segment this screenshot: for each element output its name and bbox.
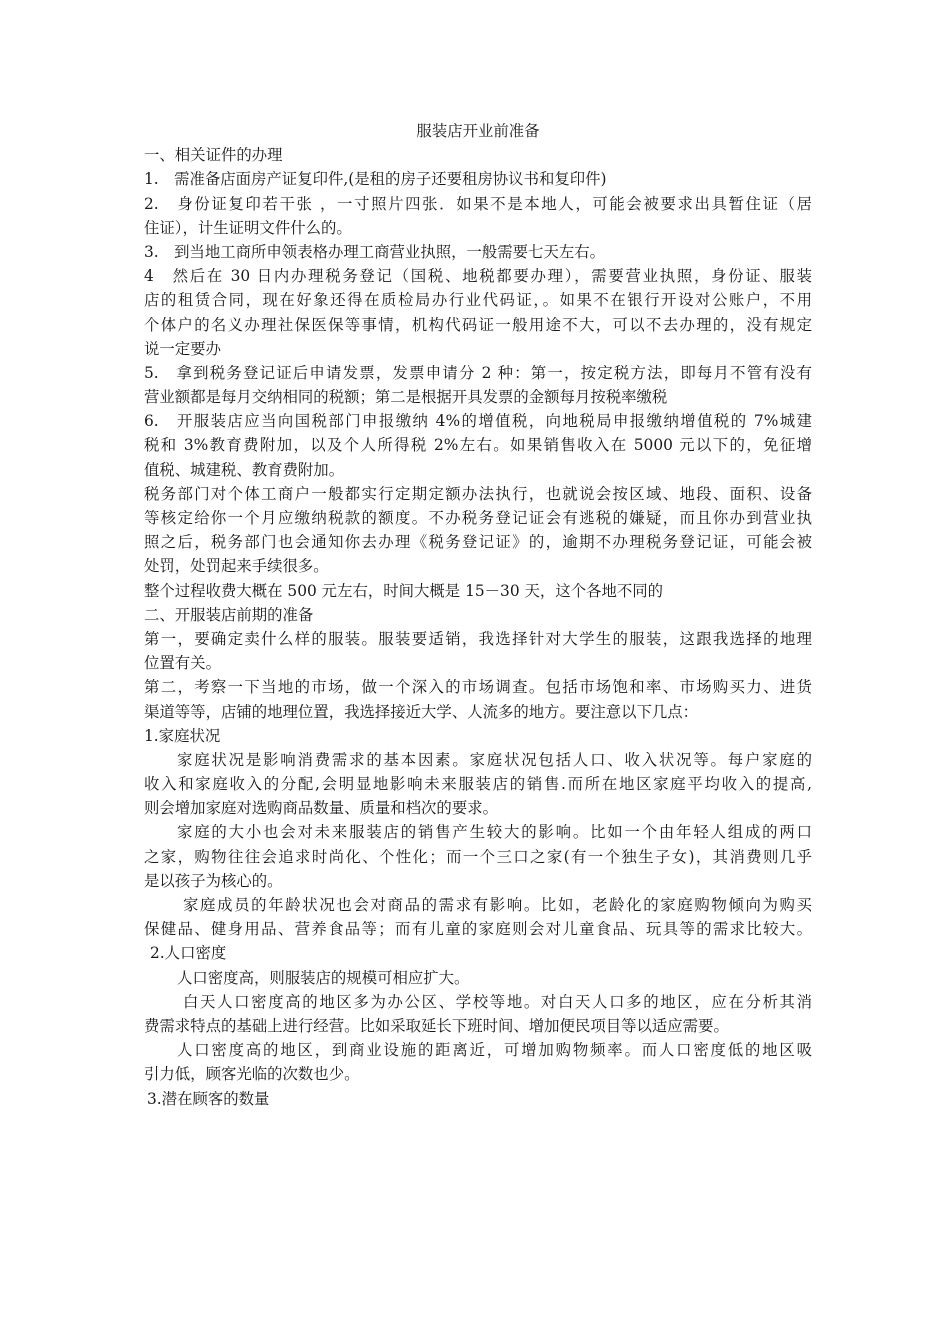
subsection-heading: 1.家庭状况 — [144, 726, 221, 745]
list-item: 3. 到当地工商所申领表格办理工商营业执照，一般需要七天左右。 — [144, 242, 606, 261]
document-title: 服装店开业前准备 — [416, 122, 540, 140]
text-line: 位置有关。 — [144, 654, 221, 673]
text-line: 住证），计生证明文件什么的。 — [144, 218, 352, 237]
text-line: 之家，购物往往会追求时尚化、个性化；而一个三口之家(有一个独生子女)，其消费则几乎 — [144, 847, 812, 866]
text-line: 保健品、健身用品、营养食品等；而有儿童的家庭则会对儿童食品、玩具等的需求比较大。 — [144, 920, 812, 939]
text-line: 等核定给你一个月应缴纳税款的额度。不办税务登记证会有逃税的嫌疑，而且你办到营业执 — [144, 509, 812, 527]
section-heading: 二、开服装店前期的准备 — [144, 605, 314, 624]
text-line: 值税、城建税、教育费附加。 — [144, 460, 345, 479]
text-line: 渠道等等，店铺的地理位置，我选择接近大学、人流多的地方。要注意以下几点： — [144, 702, 699, 721]
text-line: 店的租赁合同，现在好象还得在质检局办行业代码证，。如果不在银行开设对公账户，不用 — [144, 291, 812, 310]
text-line: 说一定要办 — [144, 339, 221, 358]
list-item: 6. 开服装店应当向国税部门申报缴纳 4%的增值税，向地税局申报缴纳增值税的 7%城建 — [144, 412, 812, 431]
text-line: 则会增加家庭对选购商品数量、质量和档次的要求。 — [144, 799, 498, 818]
paragraph-start: 家庭状况是影响消费需求的基本因素。家庭状况包括人口、收入状况等。每户家庭的 — [177, 750, 812, 769]
document-body — [144, 119, 812, 1111]
text-line: 个体户的名义办理社保医保等事情，机构代码证一般用途不大，可以不去办理的，没有规定 — [144, 315, 812, 334]
paragraph-start: 家庭成员的年龄状况也会对商品的需求有影响。比如，老龄化的家庭购物倾向为购买 — [183, 896, 812, 914]
subsection-heading: 3.潜在顾客的数量 — [147, 1089, 270, 1108]
text-line: 费需求特点的基础上进行经营。比如采取延长下班时间、增加便民项目等以适应需要。 — [144, 1016, 729, 1035]
text-line: 照之后，税务部门也会通知你去办理《税务登记证》的，逾期不办理税务登记证，可能会被 — [144, 533, 812, 552]
text-line: 税务部门对个体工商户一般都实行定期定额办法执行，也就说会按区域、地段、面积、设备 — [144, 484, 812, 503]
text-line: 营业额都是每月交纳相同的税额；第二是根据开具发票的金额每月按税率缴税 — [144, 388, 668, 407]
section-heading: 一、相关证件的办理 — [144, 146, 283, 165]
paragraph-start: 白天人口密度高的地区多为办公区、学校等地。对白天人口多的地区，应在分析其消 — [183, 992, 812, 1011]
list-item: 4 然后在 30 日内办理税务登记（国税、地税都要办理），需要营业执照，身份证、服装 — [144, 267, 812, 286]
text-line: 整个过程收费大概在 500 元左右，时间大概是 15－30 天，这个各地不同的 — [144, 581, 664, 600]
text-line: 是以孩子为核心的。 — [144, 871, 283, 890]
paragraph-start: 人口密度高的地区，到商业设施的距离近，可增加购物频率。而人口密度低的地区吸 — [177, 1041, 812, 1060]
paragraph-start: 人口密度高，则服装店的规模可相应扩大。 — [177, 968, 470, 987]
text-line: 第一，要确定卖什么样的服装。服装要适销，我选择针对大学生的服装，这跟我选择的地理 — [144, 629, 812, 648]
list-item: 5. 拿到税务登记证后申请发票，发票申请分 2 种：第一，按定税方法，即每月不管有没有 — [144, 363, 812, 382]
text-line: 引力低，顾客光临的次数也少。 — [144, 1065, 360, 1084]
paragraph-start: 家庭的大小也会对未来服装店的销售产生较大的影响。比如一个由年轻人组成的两口 — [177, 823, 812, 842]
text-line: 处罚，处罚起来手续很多。 — [144, 557, 329, 576]
list-item: 1. 需准备店面房产证复印件,(是租的房子还要租房协议书和复印件) — [144, 170, 607, 189]
text-line: 收入和家庭收入的分配,会明显地影响未来服装店的销售.而所在地区家庭平均收入的提高, — [144, 775, 812, 794]
subsection-heading: 2.人口密度 — [150, 944, 227, 963]
list-item: 2. 身份证复印若干张 ，一寸照片四张．如果不是本地人，可能会被要求出具暂住证（居 — [144, 194, 812, 213]
text-line: 税和 3%教育费附加，以及个人所得税 2%左右。如果销售收入在 5000 元以下的，免征增 — [144, 436, 812, 455]
text-line: 第二，考察一下当地的市场，做一个深入的市场调查。包括市场饱和率、市场购买力、进货 — [144, 678, 812, 697]
